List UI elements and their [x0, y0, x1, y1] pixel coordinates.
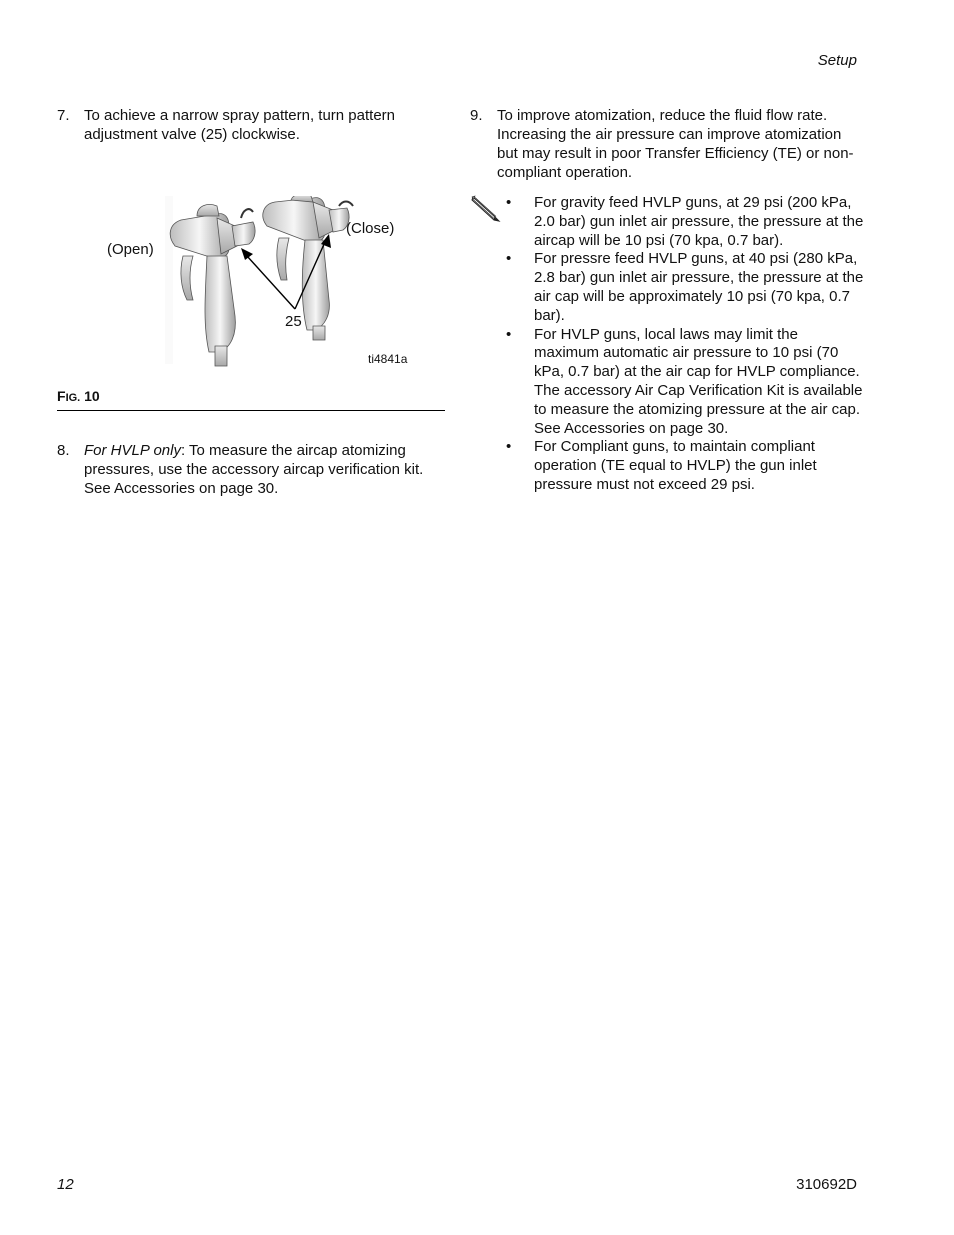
spray-gun-figure [57, 196, 445, 386]
pencil-note-icon [470, 194, 506, 495]
bullet-text: For HVLP guns, local laws may limit the maximum automatic air pressure to 10 psi (70 kPa, 0.7 bar) at the air cap for HVLP compliance. The accessory Air Cap Verification Kit is available to measure the atomizing pressure at the air cap. See Accessories on page 30. [534, 325, 863, 437]
label-open: (Open) [107, 241, 154, 258]
bullet-dot: • [506, 325, 512, 343]
right-column [470, 106, 865, 495]
step-8 [57, 441, 445, 498]
bullet-text: For gravity feed HVLP guns, at 29 psi (200 kPa, 2.0 bar) gun inlet air pressure, the pressure at the aircap will be 10 psi (70 kpa, 0.7 bar). [534, 194, 864, 249]
step-number: 7. [57, 107, 70, 124]
bullet-dot: • [506, 250, 512, 268]
step-9 [470, 106, 865, 182]
note-bullets [506, 194, 865, 495]
document-number: 310692D [796, 1176, 857, 1193]
caption-number: 10 [84, 388, 100, 404]
spray-gun-left [165, 196, 255, 366]
caption-prefix: F [57, 388, 66, 404]
spray-gun-right [263, 196, 353, 340]
image-id: ti4841a [368, 352, 408, 366]
step-text: To improve atomization, reduce the fluid flow rate. Increasing the air pressure can improve atomization but may result in poor Transfer Efficiency (TE) or non-compliant operation. [497, 107, 854, 181]
notes-block [470, 194, 865, 495]
step-text: To achieve a narrow spray pattern, turn pattern adjustment valve (25) clockwise. [84, 107, 396, 143]
label-close: (Close) [346, 220, 395, 237]
step-7 [57, 106, 445, 144]
left-column [57, 106, 445, 498]
note-bullet [506, 250, 865, 325]
step-number: 8. [57, 442, 70, 459]
step-italic-lead: For HVLP only [84, 442, 181, 459]
step-number: 9. [470, 107, 483, 124]
bullet-text: For pressre feed HVLP guns, at 40 psi (280 kPa, 2.8 bar) gun inlet air pressure, the pressure at the air cap will be approximately 10 psi (70 kpa, 0.7 bar). [534, 250, 864, 324]
page-number: 12 [57, 1176, 74, 1193]
note-bullet [506, 194, 865, 250]
step-text-rest: : To measure the aircap atomizing pressures, use the accessory aircap verification kit. See Accessories on page 30. [84, 442, 424, 497]
label-part-25: 25 [285, 313, 302, 330]
caption-small-caps: IG. [65, 392, 81, 404]
bullet-dot: • [506, 438, 512, 456]
section-header: Setup [817, 52, 857, 69]
figure-caption [57, 388, 445, 411]
bullet-text: For Compliant guns, to maintain compliant operation (TE equal to HVLP) the gun inlet pressure must not exceed 29 psi. [534, 438, 817, 493]
note-bullet [506, 438, 865, 494]
note-bullet [506, 326, 865, 439]
step-text [84, 441, 445, 498]
leader-line-open [247, 256, 295, 309]
bullet-dot: • [506, 194, 512, 211]
